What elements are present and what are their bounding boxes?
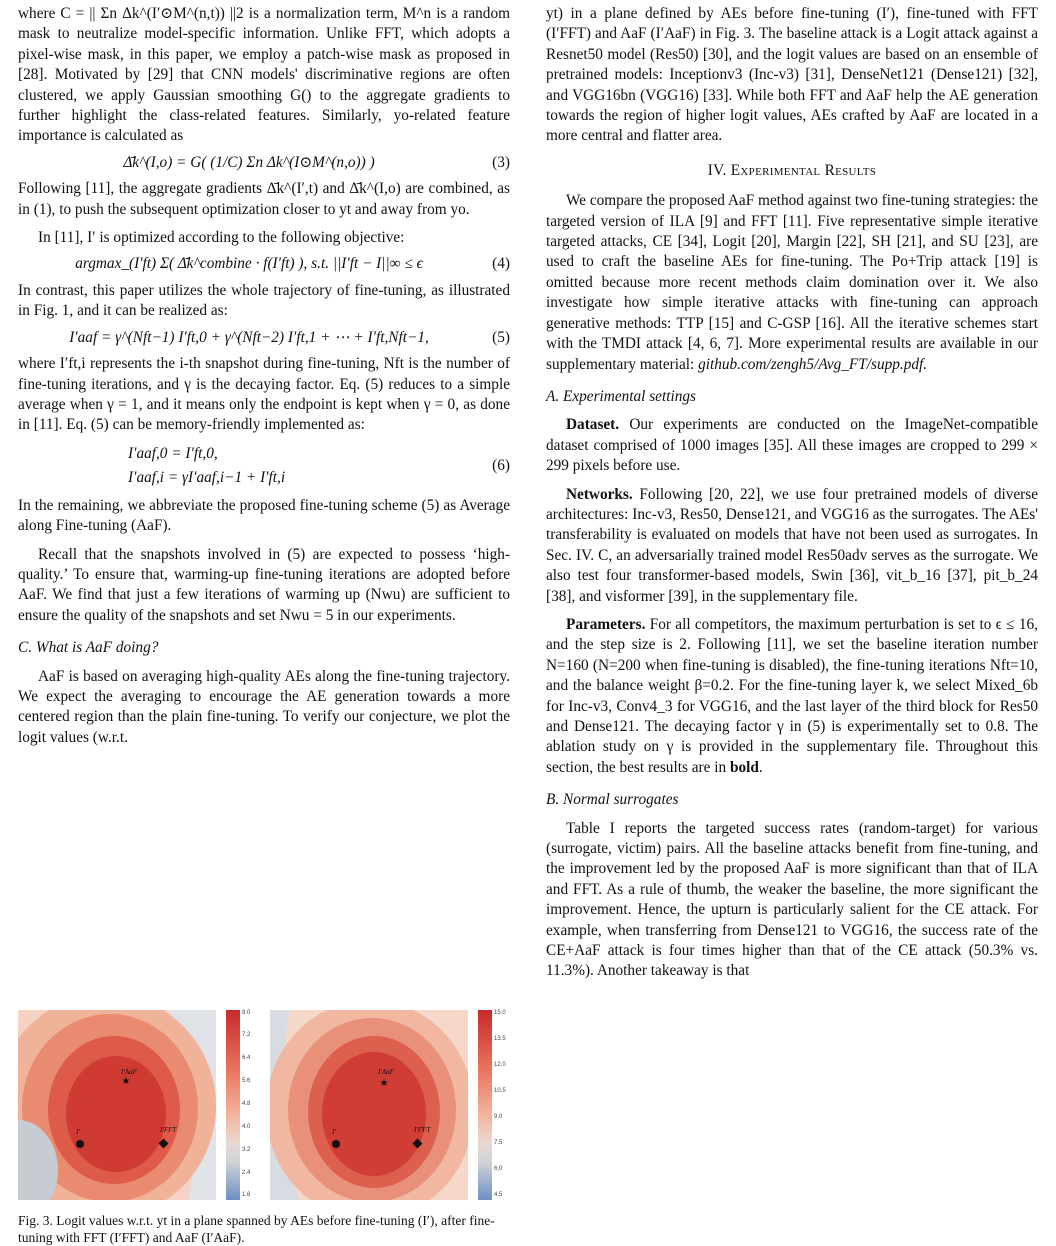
colorbar-tick: 6.4 [242,1055,251,1061]
paragraph-end: . [758,758,763,776]
colorbar-tick: 7.5 [494,1140,503,1146]
right-column [546,4,1038,982]
equation-number: (4) [492,255,510,273]
paragraph-text: Following [20, 22], we use four pretrained models of diverse architectures: Inc-v3, Res50, Dense121, and VGG16 as the surrogates. The AEs' transferability is evaluated on models that have not been used as surrogates. In Sec. IV. C, an adversarially trained model Res50adv serves as the surrogate. We also test four transformer-based models, Swin [36], vit_b_16 [37], pit_b_24 [38], and visformer [39], in the supplementary file. [546,485,1038,605]
contour-graphic [18,1010,216,1200]
equation-body: Δ̄k^(I,o) = G( (1/C) Σn Δk^(I⊙M^(n,o)) ) [123,153,375,171]
paragraph: In the remaining, we abbreviate the proposed fine-tuning scheme (5) as Average along Fine-tuning (AaF). [18,496,510,535]
subsection-title: A. Experimental settings [546,387,696,405]
contour-panel-right [270,1010,506,1200]
colorbar [226,1010,240,1200]
colorbar-tick: 1.6 [242,1192,251,1198]
equation-5 [18,328,510,348]
paragraph-text: Our experiments are conducted on the ImageNet-compatible dataset comprised of 1000 images [35]. All these images are cropped to 299 × 299 pixels before use. [546,416,1038,475]
paragraph-lead: Parameters. [566,615,646,633]
paragraph-text: For all competitors, the maximum perturbation is set to ϵ ≤ 16, and the step size is 2. Following [11], we set the baseline iteration number N=160 (N=200 when fine-tuning is disabled), the fine-tuning iterations Nft=10, and the balance weight β=0.2. For the fine-tuning layer k, we select Mixed_6b for Inc-v3, Conv4_3 for VGG16, and the last layer of the third block for Res50 and Dense121. The decaying factor γ in (5) is experimentally set to 0.8. The ablation study on γ is provided in the supplementary file. Throughout this section, the best results are in [546,615,1038,776]
paragraph: where I′ft,i represents the i-th snapshot during fine-tuning, Nft is the number of fine-tuning iterations, and γ is the decaying factor. Eq. (5) reduces to a simple average when γ = 1, and it means only the endpoint is kept when γ = 0, as done in [11]. Eq. (5) can be memory-friendly implemented as: [18,355,510,434]
equation-6 [18,442,510,490]
colorbar-tick: 9.0 [494,1114,503,1120]
point-aaf: ★ [379,1078,389,1089]
paragraph: yt) in a plane defined by AEs before fine-tuning (I′), fine-tuned with FFT (I′FFT) and AaF (I′AaF) in Fig. 3. The baseline attack is a Logit attack against a Resnet50 model (Res50) [30], and the logit values are based on an ensemble of pretrained models: Inceptionv3 (Inc-v3) [31], DenseNet121 (Dense121) [32], and VGG16bn (VGG16) [33]. While both FFT and AaF help the AE generation towards the region of higher logit values, AEs crafted by AaF are located in a more central and flatter area. [546,5,1038,145]
figure-3 [18,1000,510,1245]
paragraph-lead: Dataset. [566,416,620,434]
point-original [76,1140,84,1148]
paragraph: Following [11], the aggregate gradients Δ̄k^(I′,t) and Δ̄k^(I,o) are combined, as in (1), to push the subsequent optimization closer to yt and away from yo. [18,180,510,218]
colorbar-tick: 4.8 [242,1101,251,1107]
paragraph-networks [546,485,1038,607]
label-original: I′ [76,1128,80,1136]
label-aaf: I′AaF [378,1068,394,1076]
colorbar [478,1010,492,1200]
paragraph-dataset [546,415,1038,476]
contour-plot [18,1010,216,1200]
equation-body [18,442,480,490]
contour-graphic [270,1010,468,1200]
subsection-title: C. What is AaF doing? [18,639,159,657]
section-title: IV. Experimental Results [707,161,877,179]
colorbar-tick: 10.5 [494,1088,506,1094]
paragraph-text: We compare the proposed AaF method against two fine-tuning strategies: the targeted version of ILA [9] and FFT [11]. Five representative simple iterative targeted attacks, CE [34], Logit [20], Margin [22], SH [21], and SU [23], are used to craft the baseline AEs for fine-tuning. The Po+Trip attack [19] is omitted because more recent methods claim domination over it. We also investigate how simple iterative attacks with fine-tuning can approach generative methods: TTP [15] and C-GSP [16]. All the iterative schemes start with the TMDI attack [4, 6, 7]. More experimental results are available in our supplementary material: [546,192,1038,373]
point-aaf: ★ [121,1076,131,1087]
supplementary-link[interactable]: github.com/zengh5/Avg_FT/supp.pdf. [698,355,928,373]
paragraph: Recall that the snapshots involved in (5) are expected to possess ‘high-quality.’ To ensure that, warming-up fine-tuning iterations are adopted before AaF. We find that just a few iterations of warming up (Nwu) are sufficient to ensure the quality of the snapshots and set Nwu = 5 in our experiments. [18,545,510,624]
colorbar-tick: 4.5 [494,1192,503,1198]
colorbar-tick: 12.0 [494,1062,506,1068]
colorbar-tick: 5.6 [242,1078,251,1084]
colorbar-tick: 13.5 [494,1036,506,1042]
equation-4 [18,254,510,274]
colorbar-tick: 4.0 [242,1124,251,1130]
paragraph-parameters [546,615,1038,778]
paragraph-lead: Networks. [566,485,633,503]
paragraph: Table I reports the targeted success rates (random-target) for various (surrogate, victim) pairs. All the baseline attacks benefit from fine-tuning, and the improvement led by the proposed AaF is more significant than that of ILA and FFT. As a rule of thumb, the weaker the baseline, the more significant the improvement. Hence, the upturn is particularly salient for the CE attack. For example, when transferring from Dense121 to VGG16, the success rate of the CE+AaF attack is four times higher than that of the CE attack (50.3% vs. 11.3%). Another takeaway is that [546,819,1038,980]
equation-number: (3) [492,153,510,171]
paragraph: In [11], I′ is optimized according to the following objective: [38,229,405,247]
subsection-title: B. Normal surrogates [546,791,679,809]
paragraph: In contrast, this paper utilizes the whole trajectory of fine-tuning, as illustrated in Fig. 1, and it can be realized as: [18,281,510,320]
contour-panel-left [18,1010,251,1200]
point-original [332,1140,340,1148]
label-fft: I′FFT [414,1126,431,1134]
contour-plot [270,1010,468,1200]
colorbar-tick: 3.2 [242,1147,251,1153]
colorbar-tick: 2.4 [242,1170,251,1176]
label-fft: I′FFT [160,1126,177,1134]
paragraph [546,191,1038,375]
colorbar-tick: 7.2 [242,1032,251,1038]
equation-number: (5) [492,328,510,346]
equation-line: I′aaf,0 = I′ft,0, [128,444,218,462]
equation-line: I′aaf,i = γI′aaf,i−1 + I′ft,i [128,468,286,486]
label-aaf: I′AaF [121,1068,137,1076]
equation-body: argmax_(I′ft) Σ( Δ̄k^combine · f(I′ft) ), s.t. ||I′ft − I||∞ ≤ ϵ [75,255,423,273]
equation-3 [18,153,510,173]
colorbar-tick: 6.0 [494,1166,503,1172]
paragraph: AaF is based on averaging high-quality AEs along the fine-tuning trajectory. We expect the averaging to encourage the AE generation towards a more centered region than the plain fine-tuning. To verify our conjecture, we plot the logit values (w.r.t. [18,667,510,746]
figure-caption: Fig. 3. Logit values w.r.t. yt in a plane spanned by AEs before fine-tuning (I′), after fine-tuning with FFT (I′FFT) and AaF (I′AaF). [18,1213,495,1245]
bold-word: bold [729,758,759,776]
left-column [18,4,510,748]
equation-number: (6) [492,456,510,474]
colorbar-tick: 8.0 [242,1010,251,1016]
label-original: I′ [332,1128,336,1136]
equation-body: I′aaf = γ^(Nft−1) I′ft,0 + γ^(Nft−2) I′ft,1 + ⋯ + I′ft,Nft−1, [69,328,429,346]
paragraph: where C = || Σn Δk^(I′⊙M^(n,t)) ||2 is a normalization term, M^n is a random mask to neutralize model-specific information. Unlike FFT, which adopts a pixel-wise mask, in this paper, we employ a patch-wise mask as proposed in [28]. Motivated by [29] that CNN models' discriminative regions are often clustered, we apply Gaussian smoothing G() to the aggregate gradients to further highlight the class-related features. Similarly, yo-related feature importance is calculated as [18,5,510,145]
colorbar-tick: 15.0 [494,1010,506,1016]
